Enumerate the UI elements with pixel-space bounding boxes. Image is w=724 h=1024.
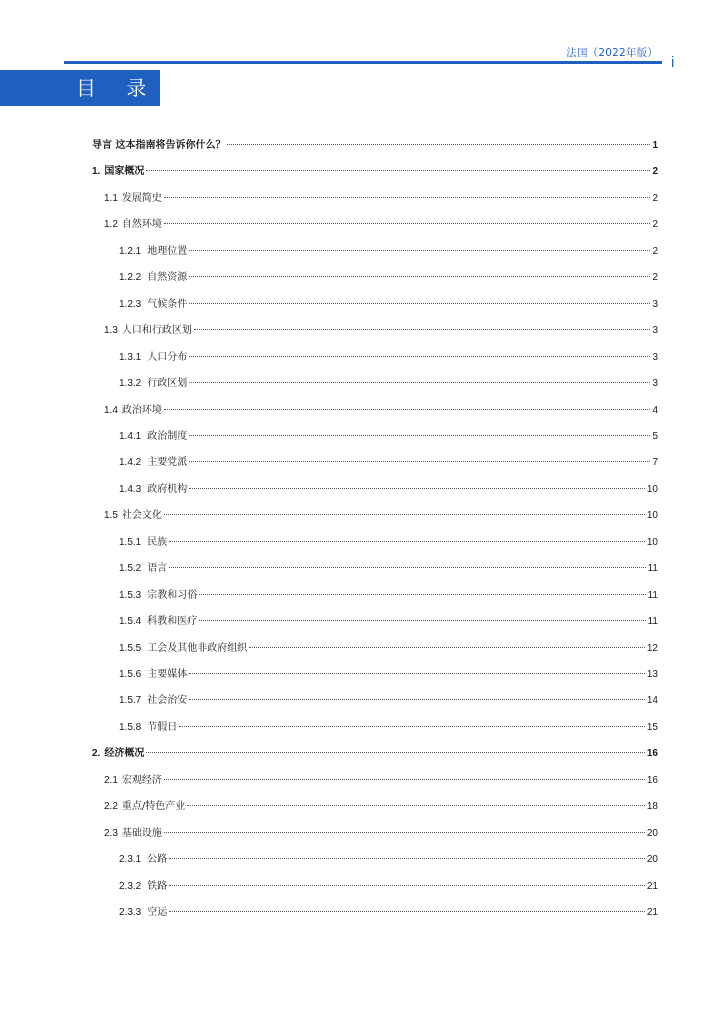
toc-entry-title: 宏观经济 (121, 774, 162, 786)
toc-entry[interactable] (119, 374, 658, 400)
toc-dot-leader (164, 832, 645, 833)
toc-entry-title: 社会文化 (121, 510, 162, 522)
toc-dot-leader (164, 223, 651, 224)
toc-entry-number: 1.4.3 (119, 483, 142, 495)
toc-entry-number: 1.1 (104, 192, 118, 204)
toc-entry[interactable] (119, 348, 658, 374)
toc-entry-page: 2 (652, 272, 658, 284)
toc-entry-title: 民族 (147, 536, 168, 548)
toc-entry[interactable] (119, 480, 658, 506)
toc-entry-page: 4 (652, 404, 658, 416)
toc-entry[interactable] (119, 453, 658, 479)
toc-entry-page: 7 (652, 457, 658, 469)
toc-entry[interactable] (119, 718, 658, 744)
toc-entry-page: 16 (646, 748, 658, 760)
toc-entry-page: 18 (646, 801, 658, 813)
toc-dot-leader (164, 514, 645, 515)
toc-entry-page: 10 (646, 536, 658, 548)
toc-entry-title: 社会治安 (147, 695, 188, 707)
toc-dot-leader (189, 461, 650, 462)
toc-entry-number: 1.2.2 (119, 272, 142, 284)
toc-entry-number: 1.2 (104, 219, 118, 231)
toc-dot-leader (169, 541, 645, 542)
toc-entry-page: 20 (646, 827, 658, 839)
toc-entry-title: 节假日 (147, 721, 178, 733)
toc-entry[interactable] (119, 242, 658, 268)
toc-entry-title: 自然环境 (121, 219, 162, 231)
toc-entry[interactable] (119, 427, 658, 453)
toc-entry-title: 行政区划 (147, 378, 188, 390)
toc-dot-leader (189, 673, 645, 674)
toc-entry[interactable] (104, 215, 658, 241)
toc-entry-number: 1.4.1 (119, 430, 142, 442)
toc-dot-leader (189, 382, 650, 383)
toc-entry-page: 12 (646, 642, 658, 654)
toc-entry-page: 11 (647, 589, 658, 601)
toc-entry-page: 20 (646, 854, 658, 866)
toc-entry-number: 1.2.1 (119, 245, 142, 257)
toc-dot-leader (189, 276, 650, 277)
toc-entry-page: 21 (646, 880, 658, 892)
toc-entry[interactable] (104, 401, 658, 427)
document-header-title: 法国（2022年版） (566, 47, 658, 59)
toc-entry-title: 气候条件 (147, 298, 188, 310)
toc-entry-number: 2.3.2 (119, 880, 142, 892)
toc-entry-title: 经济概况 (104, 748, 145, 760)
toc-dot-leader (189, 356, 650, 357)
toc-entry-page: 13 (646, 669, 658, 680)
toc-entry-page: 2 (652, 245, 658, 257)
toc-entry-page: 5 (652, 430, 658, 442)
toc-entry-page: 14 (646, 695, 658, 707)
toc-entry-page: 3 (652, 351, 658, 363)
toc-entry[interactable] (119, 559, 658, 585)
toc-entry[interactable] (119, 268, 658, 294)
toc-entry-number: 1.3.1 (119, 351, 142, 363)
toc-entry-number: 1.3.2 (119, 378, 142, 390)
toc-entry-page: 3 (652, 298, 658, 310)
toc-entry-title: 政府机构 (147, 483, 188, 495)
toc-dot-leader (169, 885, 645, 886)
toc-entry[interactable] (104, 771, 658, 797)
toc-entry-title: 国家概况 (104, 166, 145, 178)
toc-entry-page: 3 (652, 378, 658, 390)
toc-entry-title: 空运 (147, 907, 168, 919)
toc-dot-leader (169, 858, 645, 859)
toc-dot-leader (199, 594, 645, 595)
header-divider (64, 61, 662, 64)
toc-entry-title: 自然资源 (147, 272, 188, 284)
toc-entry-title: 工会及其他非政府组织 (147, 642, 248, 654)
toc-entry-number: 1.5.1 (119, 536, 142, 548)
toc-entry-title: 语言 (147, 563, 168, 575)
toc-entry[interactable] (92, 136, 658, 162)
toc-entry-number: 1.5.2 (119, 563, 142, 575)
page-number: i (671, 54, 675, 71)
toc-dot-leader (227, 144, 650, 145)
toc-entry-number: 1.5 (104, 510, 118, 522)
toc-entry[interactable] (104, 189, 658, 215)
toc-entry[interactable] (104, 321, 658, 347)
toc-entry[interactable] (104, 797, 658, 823)
toc-entry-number: 1.5.5 (119, 642, 142, 654)
toc-entry-page: 3 (652, 325, 658, 337)
toc-entry-number: 1.5.8 (119, 721, 142, 733)
toc-dot-leader (189, 699, 645, 700)
toc-entry-title: 发展简史 (121, 192, 162, 204)
toc-dot-leader (169, 567, 645, 568)
toc-dot-leader (194, 329, 651, 330)
toc-entry-title: 人口分布 (147, 351, 188, 363)
toc-dot-leader (146, 170, 650, 171)
toc-entry-title: 基础设施 (121, 827, 162, 839)
toc-dot-leader (146, 752, 645, 753)
toc-entry-title: 地理位置 (147, 245, 188, 257)
toc-entry[interactable] (119, 691, 658, 717)
toc-entry-title: 人口和行政区划 (121, 325, 192, 337)
toc-banner-label: 目 录 (76, 76, 159, 100)
toc-dot-leader (164, 779, 645, 780)
toc-dot-leader (164, 197, 651, 198)
toc-entry[interactable] (104, 506, 658, 532)
toc-entry-number: 1.5.6 (119, 669, 142, 680)
toc-entry-title: 铁路 (147, 880, 168, 892)
toc-dot-leader (187, 805, 645, 806)
toc-dot-leader (164, 409, 651, 410)
toc-entry-page: 2 (652, 166, 658, 178)
toc-entry-number: 1.2.3 (119, 298, 142, 310)
toc-entry-number: 2.2 (104, 801, 118, 813)
toc-entry-number: 1.4.2 (119, 457, 142, 469)
toc-entry-page: 16 (646, 774, 658, 786)
toc-entry-number: 2.1 (104, 774, 118, 786)
toc-entry-page: 11 (647, 616, 658, 628)
toc-entry-title: 宗教和习俗 (147, 589, 198, 601)
toc-entry-title: 重点/特色产业 (121, 801, 186, 813)
toc-entry-number: 1.4 (104, 404, 118, 416)
toc-entry-title: 公路 (147, 854, 168, 866)
toc-entry-title: 导言 这本指南将告诉你什么？ (92, 140, 226, 151)
toc-dot-leader (249, 647, 645, 648)
toc-entry-title: 主要党派 (147, 457, 188, 469)
toc-dot-leader (169, 911, 645, 912)
toc-entry-page: 21 (646, 907, 658, 919)
toc-dot-leader (199, 620, 645, 621)
toc-entry[interactable] (119, 665, 658, 691)
toc-entry-number: 1.5.7 (119, 695, 142, 707)
toc-entry[interactable] (104, 824, 658, 850)
toc-entry-number: 2. (92, 748, 101, 760)
toc-entry[interactable] (119, 612, 658, 638)
toc-entry[interactable] (119, 850, 658, 876)
toc-entry[interactable] (119, 639, 658, 665)
toc-entry[interactable] (92, 162, 658, 188)
toc-entry-page: 10 (646, 483, 658, 495)
toc-entry-page: 1 (652, 140, 658, 151)
toc-entry-number: 2.3.1 (119, 854, 142, 866)
toc-entry-title: 政治制度 (147, 430, 188, 442)
toc-banner (0, 70, 160, 106)
toc-entry-number: 2.3.3 (119, 907, 142, 919)
toc-entry-number: 1.3 (104, 325, 118, 337)
toc-entry[interactable] (92, 744, 658, 770)
toc-entry-page: 10 (646, 510, 658, 522)
toc-entry[interactable] (119, 295, 658, 321)
toc-entry-title: 科教和医疗 (147, 616, 198, 628)
toc-dot-leader (189, 488, 645, 489)
toc-dot-leader (179, 726, 645, 727)
toc-entry[interactable] (119, 586, 658, 612)
toc-entry-number: 1. (92, 166, 101, 178)
toc-entry-number: 1.5.4 (119, 616, 142, 628)
toc-dot-leader (189, 435, 650, 436)
toc-dot-leader (189, 303, 650, 304)
toc-entry-number: 1.5.3 (119, 589, 142, 601)
toc-entry-title: 政治环境 (121, 404, 162, 416)
toc-entry-page: 2 (652, 219, 658, 231)
toc-entry-page: 11 (647, 563, 658, 575)
toc-entry-page: 15 (646, 721, 658, 733)
toc-dot-leader (189, 250, 650, 251)
toc-entry-page: 2 (652, 192, 658, 204)
toc-entry[interactable] (119, 903, 658, 929)
toc-entry-title: 主要媒体 (147, 669, 188, 680)
toc-entry[interactable] (119, 877, 658, 903)
toc-entry-number: 2.3 (104, 827, 118, 839)
toc-entry[interactable] (119, 533, 658, 559)
